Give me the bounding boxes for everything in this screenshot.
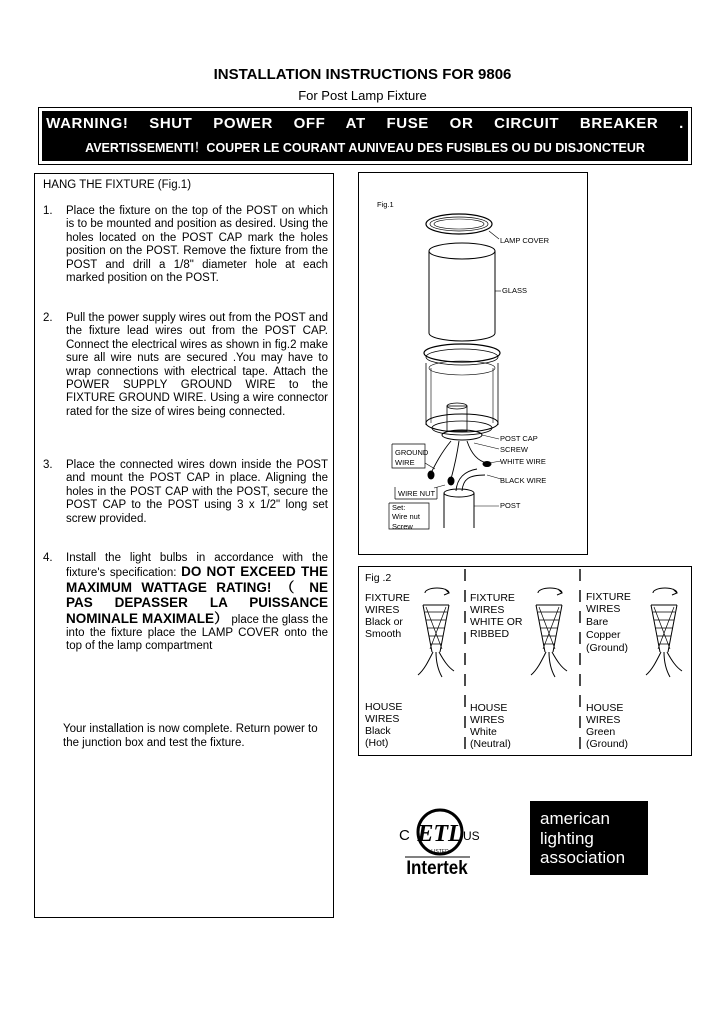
ala-line-association: association [540, 848, 626, 867]
col2-house-line2: WIRES [470, 714, 505, 726]
etl-text: ETL [417, 821, 463, 847]
warning-french: AVERTISSEMENTI！COUPER LE COURANT AUNIVEAU DES FUSIBLES OU DU DISJONCTEUR [85, 141, 645, 155]
warning-banner [42, 111, 688, 161]
col1-house-line1: HOUSE [365, 701, 403, 713]
lamp-cover-drawing [426, 214, 499, 239]
document-subtitle: For Post Lamp Fixture [298, 88, 427, 103]
label-post: POST [500, 501, 521, 510]
label-lamp-cover: LAMP COVER [500, 236, 550, 245]
label-set-wire-nut: Wire nut [392, 512, 420, 521]
lamp-cage-drawing [424, 344, 500, 435]
wiring-diagram [359, 567, 693, 757]
document-title: INSTALLATION INSTRUCTIONS FOR 9806 [213, 66, 512, 83]
glass-drawing [429, 243, 501, 341]
wattage-warning: DO NOT EXCEED THE MAXIMUM WATTAGE RATING! （ NE PAS DEPASSER LA PUISSANCE NOMINALE MAXIMALE） [66, 564, 328, 626]
col1-house-line4: (Hot) [365, 737, 389, 749]
label-set-screw: Screw [392, 522, 413, 531]
fig2-label: Fig .2 [365, 572, 392, 584]
fig1-label: Fig.1 [377, 200, 394, 209]
col2-fixture-line4: RIBBED [470, 628, 510, 640]
listed-text: LISTED [431, 849, 449, 855]
wire-nut-drawing-3 [646, 588, 682, 677]
step-4 [43, 552, 328, 654]
step-number: 1. [43, 205, 53, 217]
step-2 [43, 312, 328, 419]
col3-house-line4: (Ground) [586, 738, 629, 750]
step-1 [43, 205, 328, 285]
step-text: Pull the power supply wires out from the POST and the fixture lead wires out from the POST CAP. Connect the electrical wires as shown in fig.2 make sure all wire nuts are secured .You may have to wrap connections with electrical tape. Attach the POWER SUPPLY GROUND WIRE to the FIXTURE GROUND WIRE. Using a wire connector rated for the size of wires being connected. [66, 312, 328, 418]
col1-house-line3: Black [365, 725, 391, 737]
step-text-outro: place the glass the into the fixture place the LAMP COVER onto the top of the lamp compartment [66, 613, 328, 653]
wire-nut-drawing-2 [531, 588, 567, 677]
warning-english: WARNING! SHUT POWER OFF AT FUSE OR CIRCUIT BREAKER . [46, 115, 684, 132]
step-text-intro: Install the light bulbs in accordance with the fixture's specification: [66, 552, 328, 580]
label-white-wire: WHITE WIRE [500, 457, 546, 466]
step-text: Place the fixture on the top of the POST on which is to be mounted and position as desired. Using the holes located on the POST CAP mark the holes position on the POST. Remove the fixture from the POST and drill a 1/8" diameter hole at each marked position on the POST. [66, 205, 328, 285]
figure-1 [358, 172, 588, 555]
us-mark: US [463, 829, 480, 843]
exploded-fixture-diagram [359, 173, 589, 556]
col1-fixture-line4: Smooth [365, 628, 402, 640]
label-ground-wire-line2: WIRE [395, 458, 415, 467]
ala-line-american: american [540, 809, 610, 828]
col1-fixture-line3: Black or [365, 616, 403, 628]
step-number: 2. [43, 312, 53, 324]
step-number: 4. [43, 552, 53, 564]
section-title: HANG THE FIXTURE (Fig.1) [43, 179, 192, 191]
col2-fixture-line3: WHITE OR [470, 616, 523, 628]
step-number: 3. [43, 459, 53, 471]
post-drawing [444, 489, 499, 528]
col2-house-line1: HOUSE [470, 702, 508, 714]
col3-fixture-line3: Bare [586, 616, 609, 628]
instructions-column [34, 173, 334, 918]
step-text [66, 552, 328, 654]
col2-house-line3: White [470, 726, 497, 738]
label-glass: GLASS [502, 286, 528, 295]
col3-house-line3: Green [586, 726, 616, 738]
step-3 [43, 459, 328, 526]
col3-fixture-line2: WIRES [586, 603, 621, 615]
american-lighting-association-logo [530, 801, 648, 875]
step-text: Place the connected wires down inside the POST and mount the POST CAP in place. Aligning the holes in the POST CAP with the POST, secure the POST CAP to the POST using 3 x 1/2" long set screw provided. [66, 459, 328, 525]
col2-fixture-line1: FIXTURE [470, 592, 515, 604]
intertek-text: Intertek [406, 855, 468, 878]
label-screw: SCREW [500, 445, 528, 454]
completion-note: Your installation is now complete. Return power to the junction box and test the fixture. [63, 723, 318, 749]
col3-house-line1: HOUSE [586, 702, 624, 714]
label-wire-nut: WIRE NUT [398, 489, 436, 498]
label-ground-wire-line1: GROUND [395, 448, 429, 457]
figure-2-wiring [358, 566, 692, 756]
ala-line-lighting: lighting [540, 829, 594, 848]
col1-fixture-line1: FIXTURE [365, 592, 410, 604]
col2-house-line4: (Neutral) [470, 738, 511, 750]
wires-drawing [425, 441, 501, 491]
c-mark: C [399, 827, 410, 844]
col1-house-line2: WIRES [365, 713, 400, 725]
label-post-cap: POST CAP [500, 434, 538, 443]
label-set: Set: [392, 503, 406, 512]
col3-house-line2: WIRES [586, 714, 621, 726]
col3-fixture-line1: FIXTURE [586, 591, 631, 603]
wire-nut-drawing-1 [418, 588, 454, 677]
label-black-wire: BLACK WIRE [500, 476, 547, 485]
etl-logo-icon [395, 800, 490, 878]
col1-fixture-line2: WIRES [365, 604, 400, 616]
col3-fixture-line5: (Ground) [586, 642, 629, 654]
col3-fixture-line4: Copper [586, 629, 621, 641]
etl-listed-mark [395, 800, 490, 878]
col2-fixture-line2: WIRES [470, 604, 505, 616]
